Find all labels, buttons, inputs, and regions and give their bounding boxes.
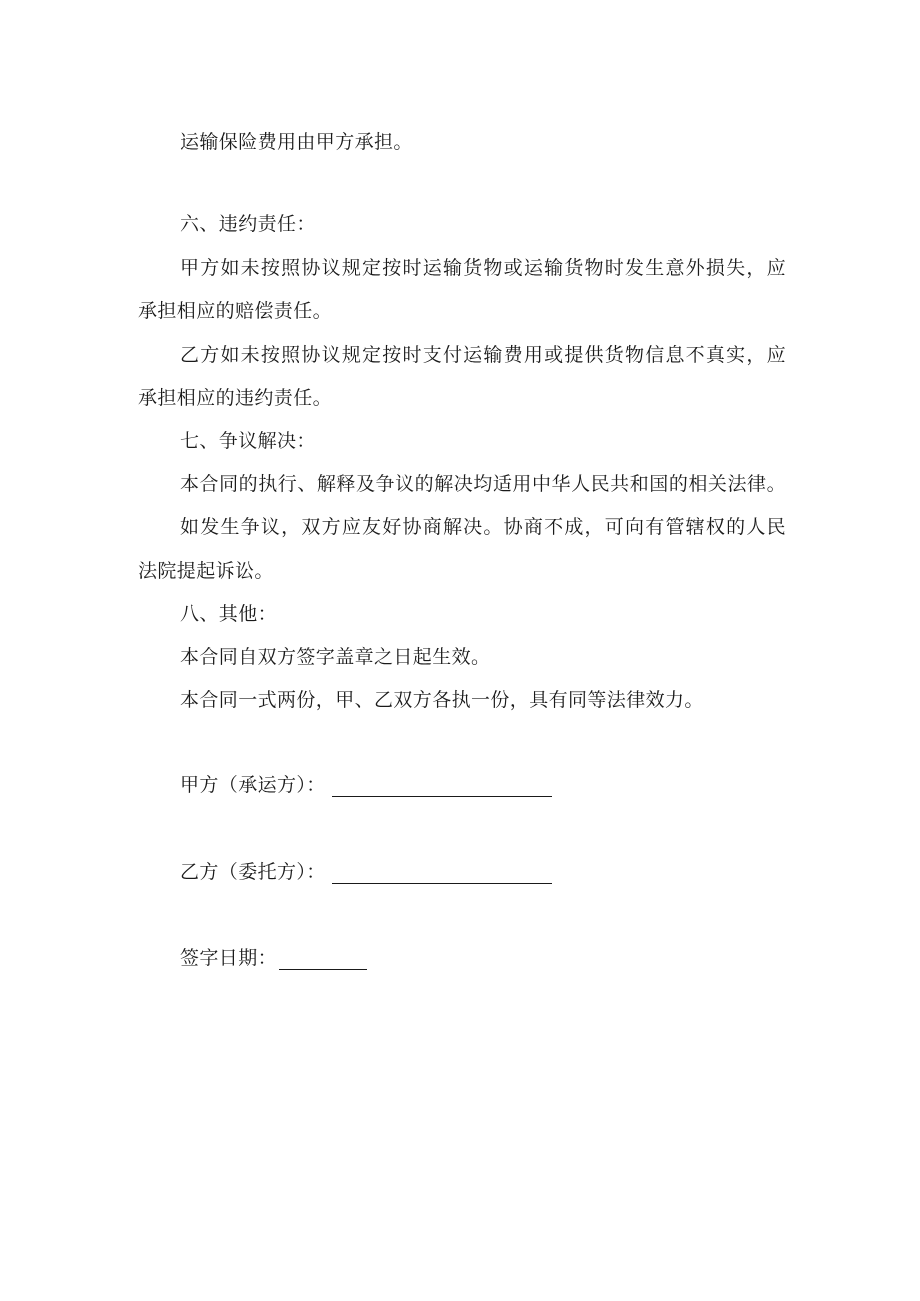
copies-clause: 本合同一式两份，甲、乙双方各执一份，具有同等法律效力。: [180, 689, 704, 711]
party-a-breach-line-1: 甲方如未按照协议规定按时运输货物或运输货物时发生意外损失，应: [180, 257, 786, 279]
insurance-clause: 运输保险费用由甲方承担。: [180, 131, 413, 153]
effective-date-clause: 本合同自双方签字盖章之日起生效。: [180, 646, 491, 668]
section-8-title: 八、其他：: [180, 603, 278, 625]
party-a-signature-row: [180, 773, 552, 797]
party-b-signature-blank[interactable]: [332, 863, 552, 884]
party-b-breach-line-2: 承担相应的违约责任。: [138, 387, 333, 409]
governing-law-clause: 本合同的执行、解释及争议的解决均适用中华人民共和国的相关法律。: [180, 473, 786, 495]
signing-date-blank[interactable]: [279, 949, 367, 970]
signing-date-label: 签字日期：: [180, 947, 278, 969]
dispute-resolution-line-1: 如发生争议，双方应友好协商解决。协商不成，可向有管辖权的人民: [180, 516, 786, 538]
party-a-breach-line-2: 承担相应的赔偿责任。: [138, 300, 333, 322]
dispute-resolution-line-2: 法院提起诉讼。: [138, 560, 274, 582]
party-b-signature-row: [180, 860, 552, 884]
party-a-signature-label: 甲方（承运方）：: [180, 774, 326, 796]
section-6-title: 六、违约责任：: [180, 213, 316, 235]
party-b-breach-line-1: 乙方如未按照协议规定按时支付运输费用或提供货物信息不真实，应: [180, 344, 786, 366]
party-b-signature-label: 乙方（委托方）：: [180, 861, 326, 883]
signing-date-row: [180, 946, 367, 970]
party-a-signature-blank[interactable]: [332, 776, 552, 797]
section-7-title: 七、争议解决：: [180, 430, 316, 452]
